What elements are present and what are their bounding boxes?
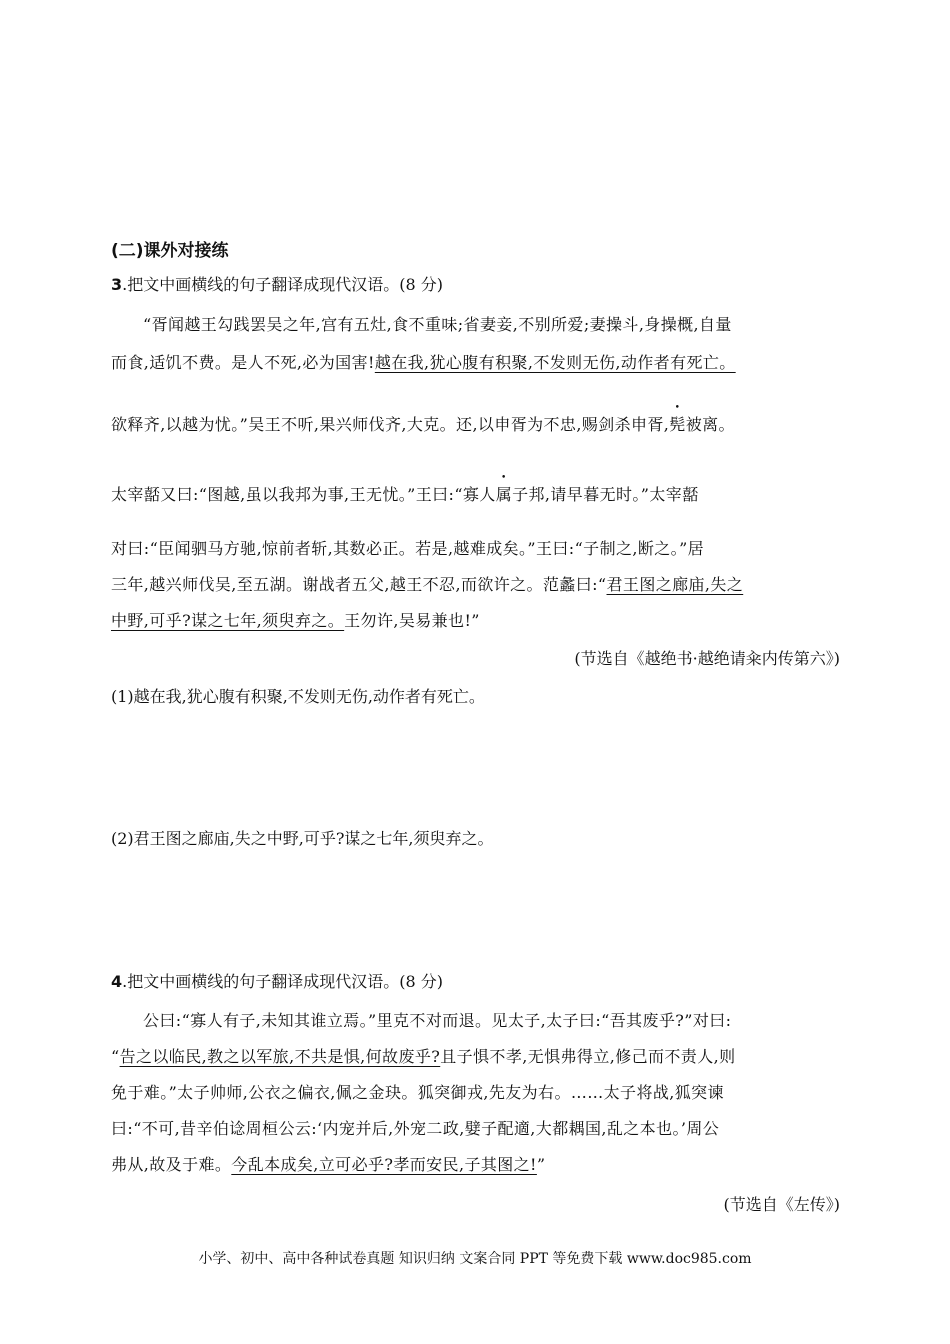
q3-subquestion-1: (1)越在我,犹心腹有积聚,不发则无伤,动作者有死亡。	[111, 687, 485, 706]
q3-line-4-end: 子邦,请早暮无时。”太宰嚭	[512, 485, 699, 504]
q4-passage-line-5	[111, 1152, 545, 1175]
page-footer: 小学、初中、高中各种试卷真题 知识归纳 文案合同 PPT 等免费下载 www.doc985.com	[198, 1251, 752, 1267]
q4-source: (节选自《左传》)	[723, 1195, 840, 1214]
q3-passage-line-4	[111, 482, 699, 505]
q4-prompt-text: .把文中画横线的句子翻译成现代汉语。(8 分)	[122, 972, 443, 991]
q3-passage-line-5: 对曰:“臣闻驷马方驰,惊前者斩,其数必正。若是,越难成矣。”王曰:“子制之,断之。”居	[111, 539, 705, 558]
q4-passage-line-4: 曰:“不可,昔辛伯谂周桓公云:‘内宠并后,外宠二政,嬖子配適,大都耦国,乱之本也。’周公	[111, 1119, 720, 1138]
q3-emphasis-char-kun: 髡	[669, 415, 686, 434]
q3-line-3-end: 被离。	[685, 415, 735, 434]
q3-source: (节选自《越绝书·越绝请籴内传第六》)	[574, 649, 840, 668]
q4-passage-line-2	[111, 1044, 736, 1067]
q3-passage-line-2	[111, 350, 736, 373]
q3-emphasis-char-shu: 属	[495, 485, 513, 504]
q3-passage-line-7	[111, 608, 480, 631]
q3-number: 3	[111, 275, 123, 294]
q3-line-2-text: 而食,适饥不费。是人不死,必为国害!	[111, 353, 375, 372]
q4-prompt	[111, 969, 443, 992]
q3-underlined-sentence-2b: 中野,可乎?谋之七年,须臾弃之。	[111, 611, 345, 630]
q3-passage-line-1: “胥闻越王勾践罢吴之年,宫有五灶,食不重味;省妻妾,不别所爱;妻操斗,身操概,自量	[143, 315, 732, 334]
q3-underlined-sentence-1a: 越在我,犹心腹有积聚,不发则无伤,动作者有死亡。	[374, 353, 736, 372]
q3-line-6-text: 三年,越兴师伐吴,至五湖。谢战者五父,越王不忍,而欲许之。范蠡曰:“	[111, 575, 607, 594]
q3-passage-line-6	[111, 572, 743, 595]
q3-line-7-end: 王勿许,吴易兼也!”	[344, 611, 480, 630]
q3-line-3-text: 欲释齐,以越为忧。”吴王不听,果兴师伐齐,大克。还,以申胥为不忠,赐剑杀申胥,	[111, 415, 670, 434]
q3-line-4-text: 太宰嚭又曰:“图越,虽以我邦为事,王无忧。”王曰:“寡人	[111, 485, 496, 504]
q4-line-2-open-quote: “	[111, 1047, 120, 1066]
q4-passage-line-3: 免于难。”太子帅师,公衣之偏衣,佩之金玦。狐突御戎,先友为右。……太子将战,狐突谏	[111, 1083, 724, 1102]
q4-underlined-sentence-2: 今乱本成矣,立可必乎?孝而安民,子其图之!	[231, 1155, 537, 1174]
q4-number: 4	[111, 972, 123, 991]
q4-passage-line-1: 公曰:“寡人有子,未知其谁立焉。”里克不对而退。见太子,太子曰:“吾其废乎?”对曰:	[143, 1011, 732, 1030]
q4-underlined-sentence-1: 告之以临民,教之以军旅,不共是惧,何故废乎?	[119, 1047, 441, 1066]
q3-prompt	[111, 272, 443, 295]
section-title: (二)课外对接练	[111, 241, 229, 261]
q3-underlined-sentence-2a: 君王图之廊庙,失之	[606, 575, 744, 594]
q3-prompt-text: .把文中画横线的句子翻译成现代汉语。(8 分)	[122, 275, 443, 294]
q4-line-5-close-quote: ”	[536, 1155, 546, 1174]
q4-line-5-text: 弗从,故及于难。	[111, 1155, 232, 1174]
q4-line-2-end: 且子惧不孝,无惧弗得立,修己而不责人,则	[440, 1047, 736, 1066]
q3-passage-line-3	[111, 412, 735, 435]
q3-subquestion-2: (2)君王图之廊庙,失之中野,可乎?谋之七年,须臾弃之。	[111, 829, 494, 848]
